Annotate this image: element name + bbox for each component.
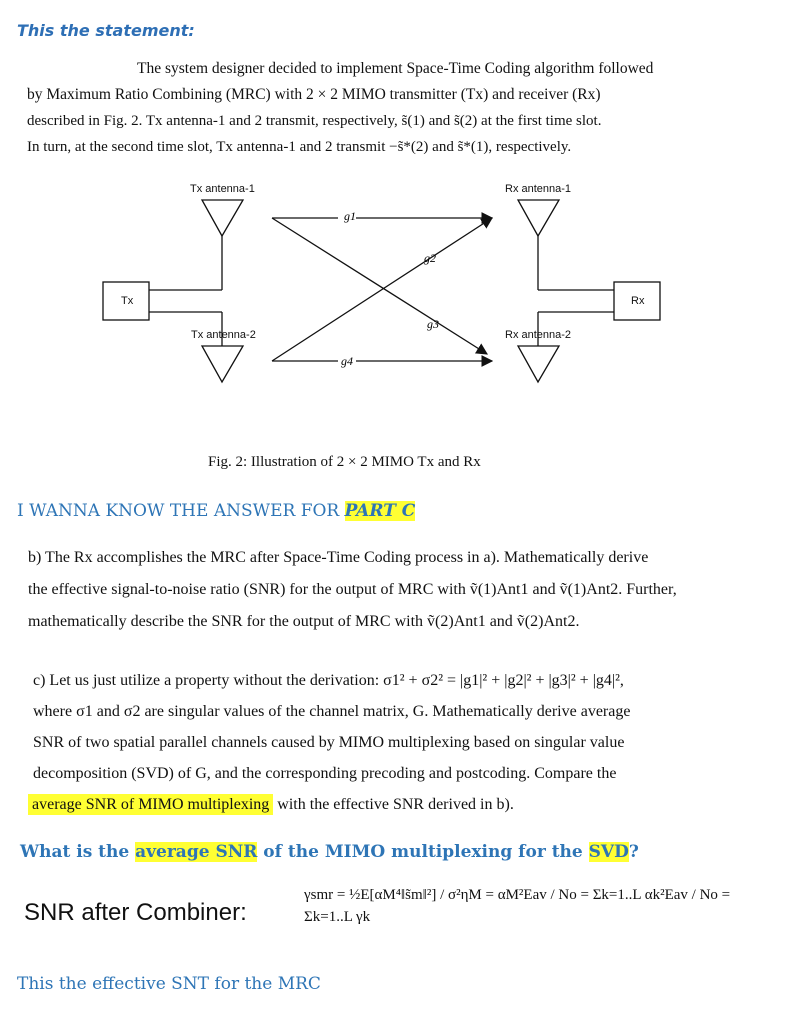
part-c-line-3: SNR of two spatial parallel channels caused by MIMO multiplexing based on singular value [33, 734, 625, 751]
footer-note: This the effective SNT for the MRC [17, 974, 321, 994]
part-b-line-2: the effective signal-to-noise ratio (SNR) for the output of MRC with ṽ(1)Ant1 and ṽ(1)Ant2. Further, [28, 581, 677, 598]
question-part-1: What is the [20, 842, 136, 862]
rx-antenna-1-icon [518, 200, 559, 236]
figure-caption: Fig. 2: Illustration of 2 × 2 MIMO Tx and Rx [208, 454, 481, 470]
part-c-line-5 [28, 789, 514, 820]
tx-antenna-2-label: Tx antenna-2 [191, 329, 256, 341]
request-prefix: I WANNA KNOW THE ANSWER FOR [17, 501, 345, 521]
question-part-2: of the MIMO multiplexing for the [257, 842, 589, 862]
tx-antenna-1-label: Tx antenna-1 [190, 183, 255, 195]
tx-box-label: Tx [121, 295, 134, 307]
statement-line-1: The system designer decided to implement Space-Time Coding algorithm followed [137, 60, 654, 77]
question-highlight-avg-snr: average SNR [135, 842, 258, 862]
g1-label: g1 [344, 209, 356, 223]
combiner-formula: γsmr = ½E[αM⁴‖s̃m‖²] / σ²ηM = αM²Eav / No = Σk=1..L αk²Eav / No = Σk=1..L γk [304, 887, 731, 925]
tx-antenna-2-icon [202, 346, 243, 382]
tx-antenna-1-icon [202, 200, 243, 236]
question-part-3: ? [628, 842, 639, 862]
part-c-line-4: decomposition (SVD) of G, and the corresponding precoding and postcoding. Compare the [33, 765, 617, 782]
rx-antenna-1-label: Rx antenna-1 [505, 183, 572, 195]
g2-label: g2 [424, 251, 436, 265]
question-highlight-svd: SVD [588, 842, 629, 862]
statement-line-2: by Maximum Ratio Combining (MRC) with 2 × 2 MIMO transmitter (Tx) and receiver (Rx) [27, 86, 601, 103]
part-c-highlight: average SNR of MIMO multiplexing [28, 794, 273, 815]
rx-antenna-2-label: Rx antenna-2 [505, 329, 572, 341]
rx-antenna-2-icon [518, 346, 559, 382]
request-highlight: PART C [344, 501, 416, 521]
part-b-line-1: b) The Rx accomplishes the MRC after Space-Time Coding process in a). Mathematically derive [28, 549, 649, 566]
g3-label: g3 [427, 317, 439, 331]
combiner-label: SNR after Combiner: [24, 899, 247, 926]
part-c-line-2: where σ1 and σ2 are singular values of the channel matrix, G. Mathematically derive average [33, 703, 631, 720]
channel-g3 [272, 218, 487, 354]
rx-box-label: Rx [631, 295, 645, 307]
part-c-line-5-rest: with the effective SNR derived in b). [273, 796, 514, 813]
intro-heading: This the statement: [17, 21, 195, 40]
question-line [20, 842, 639, 862]
statement-line-3: described in Fig. 2. Tx antenna-1 and 2 transmit, respectively, s̃(1) and s̃(2) at the first time slot. [27, 113, 602, 129]
part-b-line-3: mathematically describe the SNR for the output of MRC with ṽ(2)Ant1 and ṽ(2)Ant2. [28, 613, 580, 630]
part-c-line-1: c) Let us just utilize a property without the derivation: σ1² + σ2² = |g1|² + |g2|² + |g3|² + |g4|², [33, 672, 624, 689]
request-line [17, 501, 415, 521]
g4-label: g4 [341, 354, 353, 368]
statement-line-4: In turn, at the second time slot, Tx antenna-1 and 2 transmit −s̃*(2) and s̃*(1), respectively. [27, 139, 572, 155]
mimo-figure [95, 178, 675, 438]
